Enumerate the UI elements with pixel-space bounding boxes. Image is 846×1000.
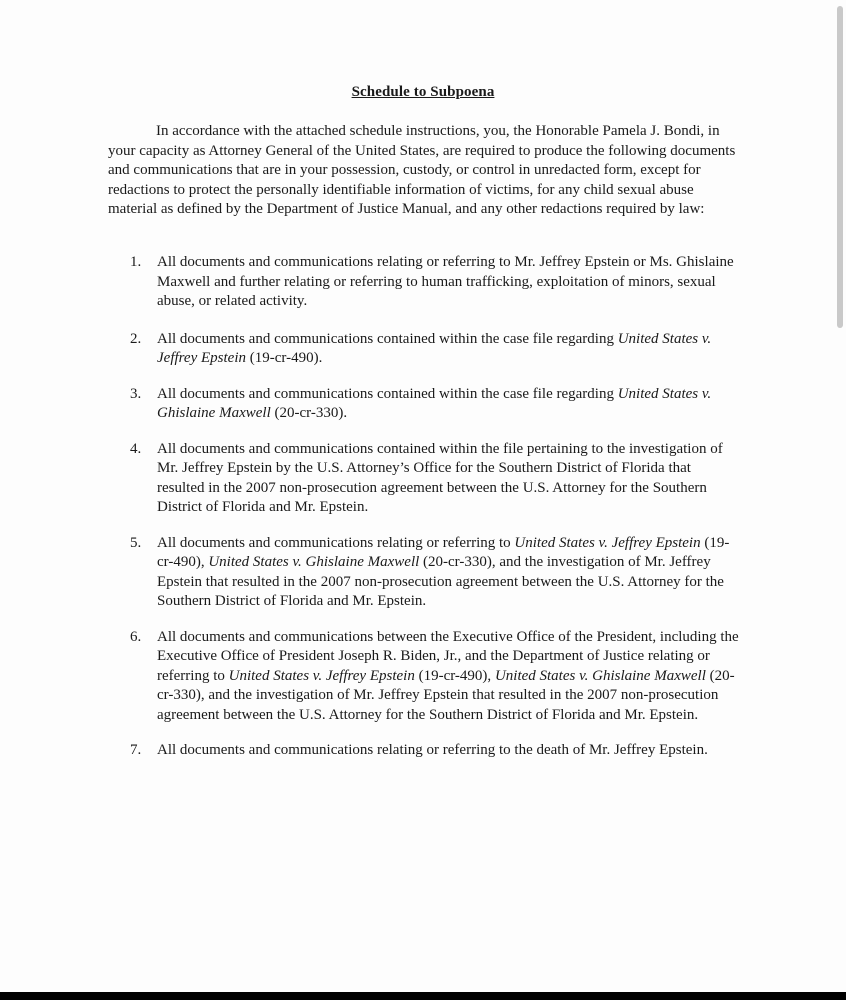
request-item xyxy=(108,741,740,761)
request-item-text xyxy=(157,535,729,610)
intro-paragraph: In accordance with the attached schedule instructions, you, the Honorable Pamela J. Bondi, in your capacity as Attorney General of the United States, are required to produce the following documents and communications that are in your possession, custody, or control in unredacted form, except for redactions to protect the personally identifiable information of victims, for any child sexual abuse material as defined by the Department of Justice Manual, and any other redactions required by law: xyxy=(108,123,736,217)
case-citation: United States v. Ghislaine Maxwell xyxy=(494,667,706,684)
request-item-number: 6. xyxy=(130,628,142,645)
request-item-number: 1. xyxy=(130,254,142,270)
request-item xyxy=(108,253,740,312)
request-item-text xyxy=(157,386,711,422)
request-text-segment: All documents and communications contained within the file pertaining to the investigation of Mr. Jeffrey Epstein by the U.S. Attorney’s Office for the Southern District of Florida that resulted in the 2007 non-prosecution agreement between the U.S. Attorney for the Southern District of Florida and Mr. Epstein. xyxy=(157,440,723,515)
scrollbar-thumb[interactable] xyxy=(837,6,843,328)
request-item-number: 4. xyxy=(130,440,142,457)
request-text-segment: All documents and communications relating or referring to Mr. Jeffrey Epstein or Ms. Ghislaine Maxwell and further relating or referring to human trafficking, exploitation of minors, sexual abuse, or related activity. xyxy=(157,254,734,309)
request-item xyxy=(108,534,740,612)
request-text-segment: (19-cr-490), xyxy=(157,534,730,570)
request-item-number: 2. xyxy=(130,330,142,347)
case-citation: United States v. Ghislaine Maxwell xyxy=(208,554,420,570)
case-citation: United States v. Jeffrey Epstein xyxy=(228,667,415,684)
request-item xyxy=(108,330,740,369)
request-item-number: 7. xyxy=(130,742,142,758)
request-text-segment: All documents and communications contained within the case file regarding xyxy=(157,385,618,402)
bottom-bar xyxy=(0,992,846,1000)
request-item-text xyxy=(157,441,723,516)
request-item-number: 5. xyxy=(130,534,142,551)
request-item-text xyxy=(157,742,708,758)
case-citation: United States v. Jeffrey Epstein xyxy=(157,330,712,366)
request-item-text xyxy=(157,629,739,723)
request-item xyxy=(108,385,740,424)
request-text-segment: (19-cr-490), xyxy=(414,667,495,684)
request-item xyxy=(108,628,740,726)
request-item-text xyxy=(157,254,734,309)
request-text-segment: All documents and communications contained within the case file regarding xyxy=(157,330,618,347)
request-text-segment: (20-cr-330). xyxy=(270,405,348,421)
request-item-number: 3. xyxy=(130,385,142,402)
document-title: Schedule to Subpoena xyxy=(351,84,495,100)
request-text-segment: (19-cr-490). xyxy=(246,350,323,366)
request-text-segment: All documents and communications between the Executive Office of the President, including the Executive Office of President Joseph R. Biden, Jr., and the Department of Justice relating or referring to xyxy=(157,628,739,684)
request-list xyxy=(108,253,740,761)
request-text-segment: (20-cr-330), and the investigation of Mr. Jeffrey Epstein that resulted in the 2007 non-prosecution agreement between the U.S. Attorney for the Southern District of Florida and Mr. Epstein. xyxy=(157,554,724,609)
case-citation: United States v. Jeffrey Epstein xyxy=(514,534,701,551)
case-citation: United States v. Ghislaine Maxwell xyxy=(157,385,712,421)
request-text-segment: All documents and communications relating or referring to xyxy=(157,534,515,551)
request-text-segment: All documents and communications relating or referring to the death of Mr. Jeffrey Epstein. xyxy=(157,742,708,758)
request-text-segment: (20-cr-330), and the investigation of Mr. Jeffrey Epstein that resulted in the 2007 non-prosecution agreement between the U.S. Attorney for the Southern District of Florida and Mr. Epstein. xyxy=(157,667,735,723)
request-item xyxy=(108,440,740,518)
request-item-text xyxy=(157,331,711,367)
